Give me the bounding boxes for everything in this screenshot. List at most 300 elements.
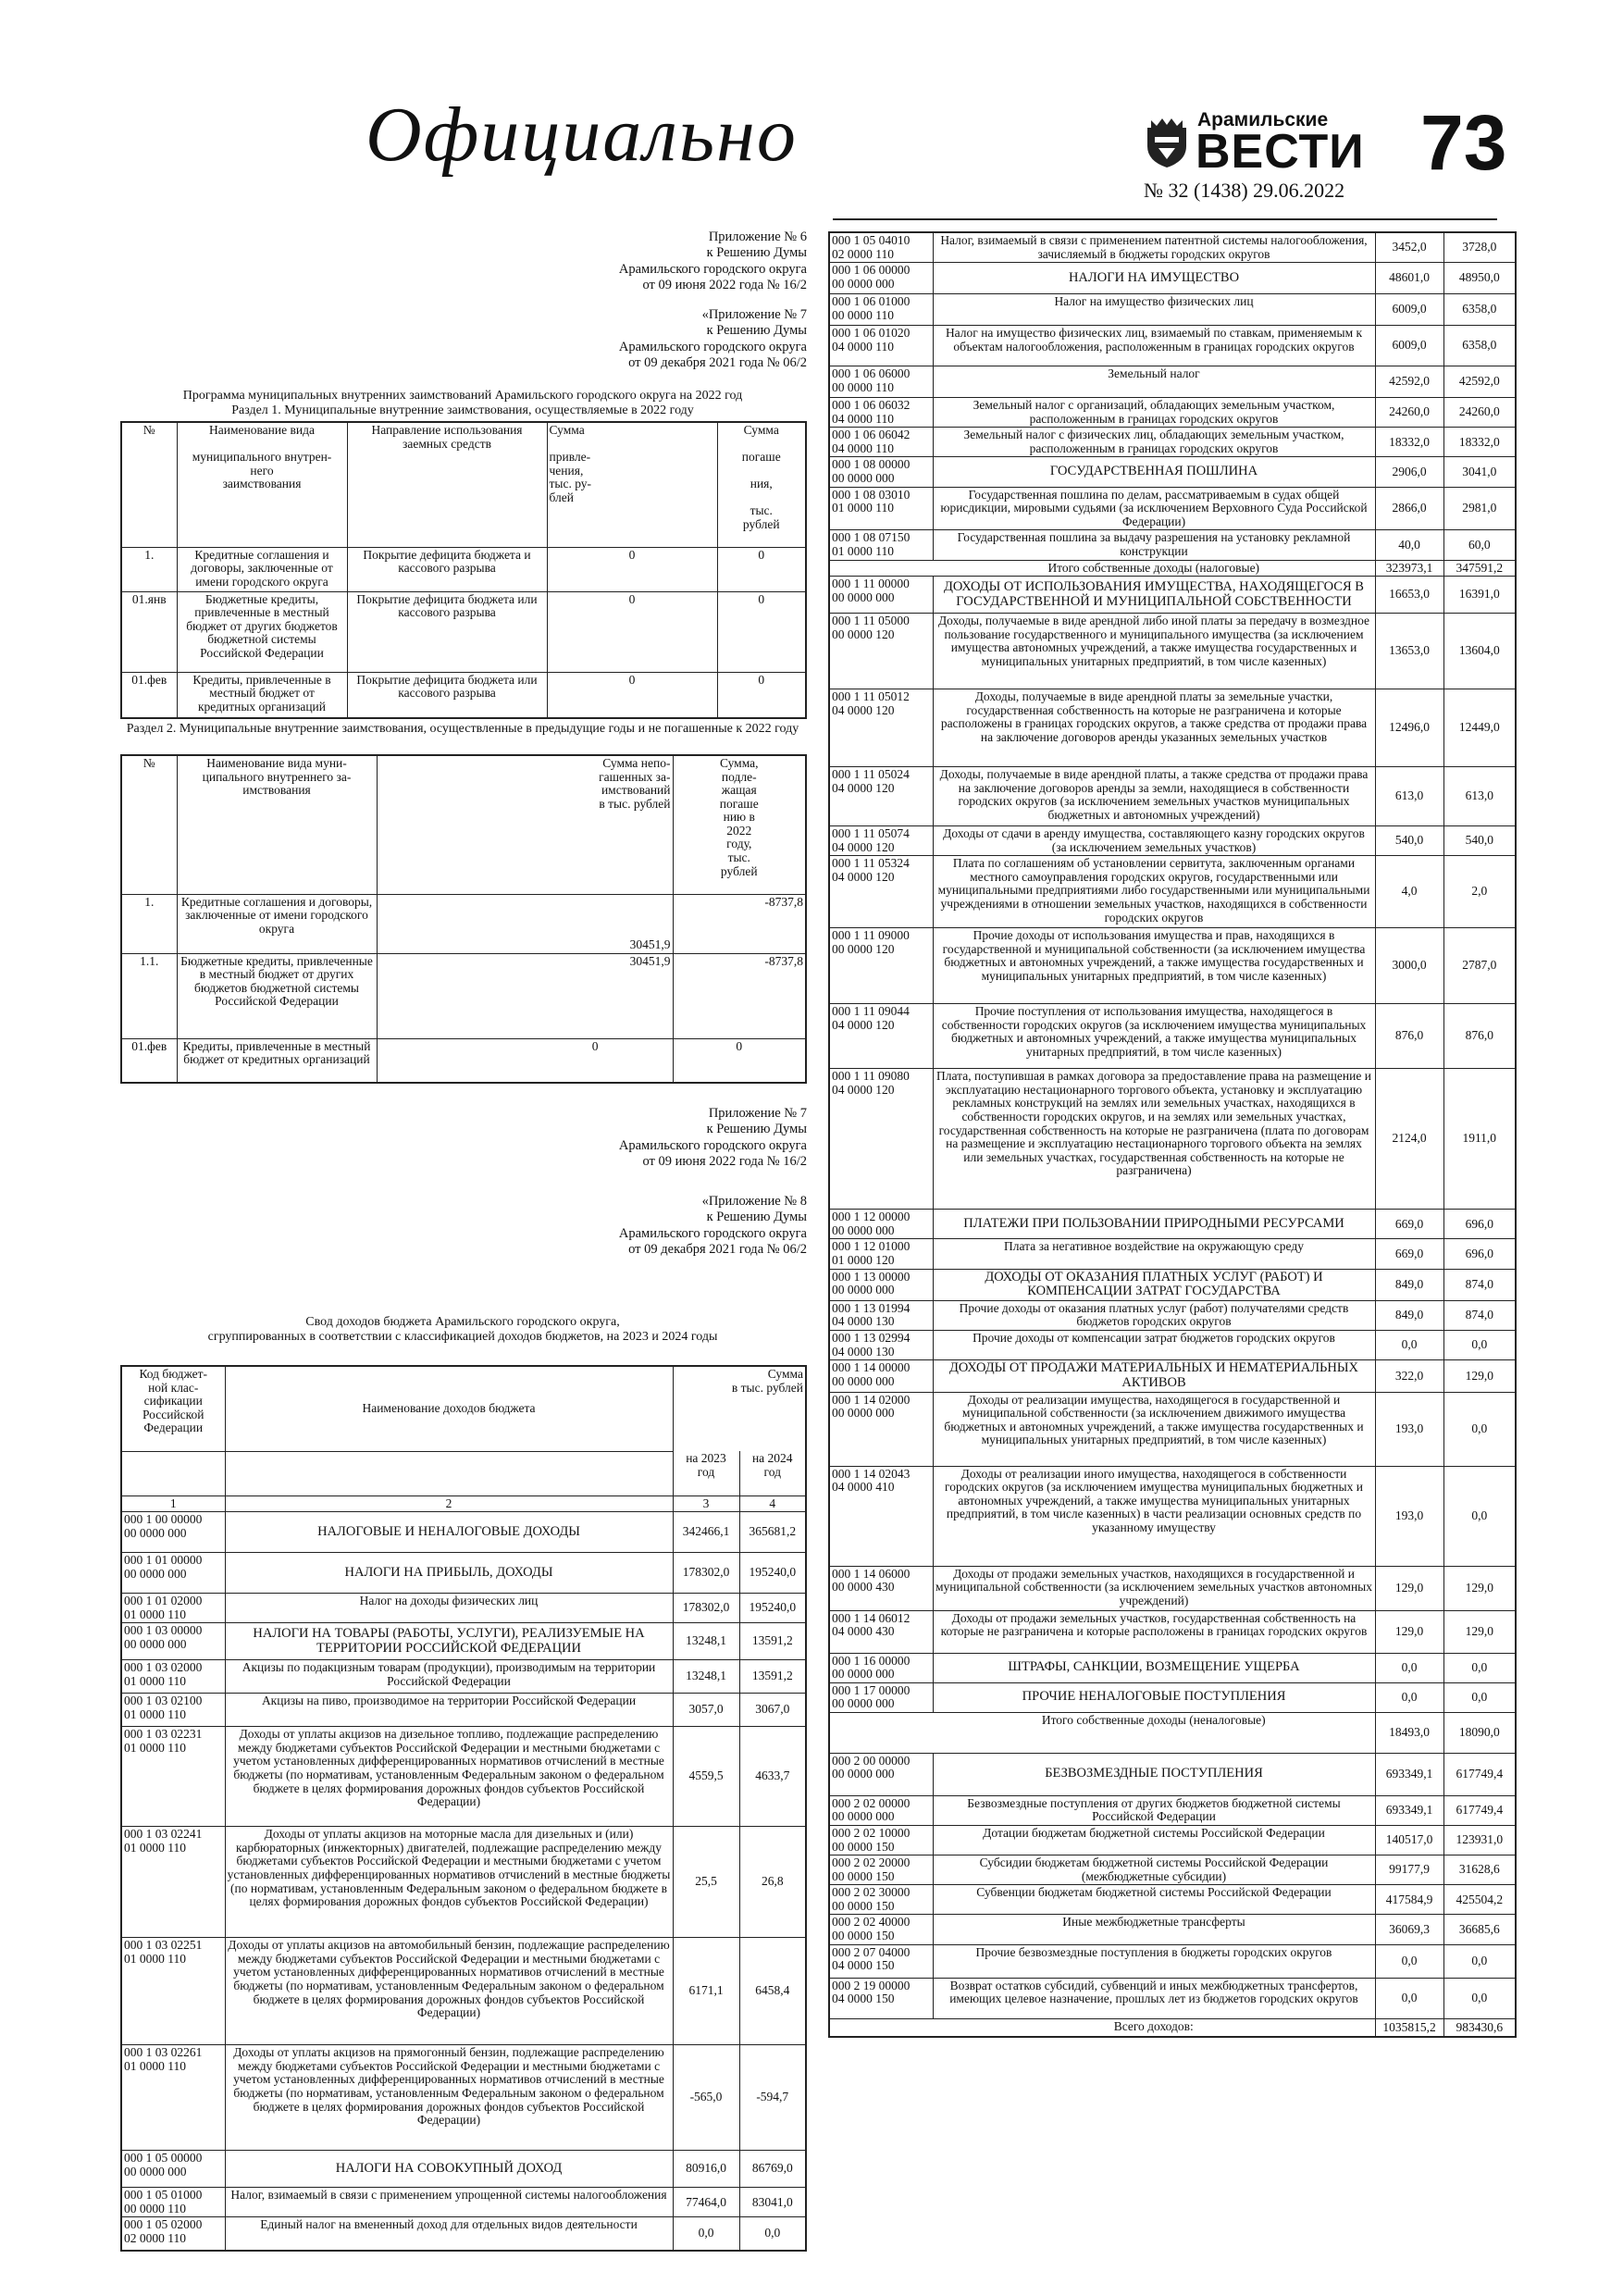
revenue-name: Государственная пошлина за выдачу разрешения на установку рекламной конструкции	[933, 530, 1375, 560]
revenue-code: 000 1 11 05074 04 0000 120	[829, 826, 933, 856]
amount-2024: 195240,0	[739, 1594, 806, 1623]
table-row	[829, 1885, 1516, 1915]
amount-2023: 13248,1	[673, 1660, 739, 1694]
revenue-code: 000 1 06 01000 00 0000 110	[829, 294, 933, 326]
table-row: 01.фев Кредиты, привлеченные в местный бюджет от кредитных организаций Покрытие дефицита бюджета или кассового разрыва 0 0	[121, 672, 806, 718]
amount-2023: 417584,9	[1375, 1885, 1443, 1915]
revenue-code: 000 1 06 00000 00 0000 000	[829, 263, 933, 294]
revenue-code: 000 1 11 05024 04 0000 120	[829, 767, 933, 826]
amount-2023: 613,0	[1375, 767, 1443, 826]
amount-2024: 2787,0	[1443, 928, 1516, 1004]
appendix-8-old-note: «Приложение № 8 к Решению Думы Арамильского городского округа от 09 декабря 2021 года № 06/2	[618, 1194, 807, 1258]
revenue-code: 000 1 13 02994 04 0000 130	[829, 1331, 933, 1360]
revenue-table-left: Код бюджет- ной клас- сификации Российской Федерации Наименование доходов бюджета Сумма в тыс. рублей на 2023 год на 2024 год 1 2 3 4 000 1 00 00000 00 0000 000 НАЛОГОВЫЕ И НЕНАЛОГОВЫЕ ДОХОДЫ 342466,1 365681,2 000 1 01 00000 00 0000 000 НАЛОГИ НА ПРИБЫЛЬ, ДОХОДЫ 178302,0 195240,0 000 1 01 02000 01 0000 110 Налог на доходы физических лиц 178302,0 195240,0 000 1 03 00000 00 0000 000 НАЛОГИ НА ТОВАРЫ (РАБОТЫ, УСЛУГИ), РЕАЛИЗУЕМЫЕ НА ТЕРРИТОРИИ РОССИЙСКОЙ ФЕДЕРАЦИИ 13248,1 13591,2 000 1 03 02000 01 0000 110 Акцизы по подакцизным товарам (продукции), производимым на территории Российской Федерации 13248,1 13591,2 000 1 03 02100 01 0000 110 Акцизы на пиво, производимое на территории Российской Федерации 3057,0 3067,0 000 1 03 02231 01 0000 110 Доходы от уплаты акцизов на дизельное топливо, подлежащие распределению между бюджетами субъектов Российской Федерации и местными бюджетами с учетом установленных дифференцированных нормативов отчислений в местные бюджеты (по нормативам, установленным Федеральным законом о федеральном бюджете в целях формирования дорожных фондов субъектов Российской Федерации) 4559,5 4633,7 000 1 03 02241 01 0000 110 Доходы от уплаты акцизов на моторные масла для дизельных и (или) карбюраторных (инжекторных) двигателей, подлежащие распределению между бюджетами субъектов Российской Федерации и местными бюджетами с учетом установленных дифференцированных нормативов отчислений в местные бюджеты (по нормативам, установленным Федеральным законом о федеральном бюджете в целях формирования дорожных фондов субъектов Российской Федерации) 25,5 26,8 000 1 03 02251 01 0000 110 Доходы от уплаты акцизов на автомобильный бензин, подлежащие распределению между бюджетами субъектов Российской Федерации и местными бюджетами с учетом установленных дифференцированных нормативов отчислений в местные бюджеты (по нормативам, установленным Федеральным законом о федеральном бюджете в целях формирования дорожных фондов субъектов Российской Федерации) 6171,1 6458,4 000 1 03 02261 01 0000 110 Доходы от уплаты акцизов на прямогонный бензин, подлежащие распределению между бюджетами субъектов Российской Федерации и местными бюджетами с учетом установленных дифференцированных нормативов отчислений в местные бюджеты (по нормативам, установленным Федеральным законом о федеральном бюджете в целях формирования дорожных фондов субъектов Российской Федерации) -565,0 -594,7 000 1 05 00000 00 0000 000 НАЛОГИ НА СОВОКУПНЫЙ ДОХОД 80916,0 86769,0 000 1 05 01000 00 0000 110 Налог, взимаемый в связи с применением упрощенной системы налогообложения 77464,0 83041,0 000 1 05 02000 02 0000 110 Единый налог на вмененный доход для отдельных видов деятельности 0,0 0,0	[120, 1365, 807, 2252]
revenue-name: ПЛАТЕЖИ ПРИ ПОЛЬЗОВАНИИ ПРИРОДНЫМИ РЕСУРСАМИ	[933, 1210, 1375, 1239]
revenue-name: Прочие поступления от использования имущества, находящегося в собственности городских округов (за исключением имущества муниципальных бюджетных и автономных учреждений, а также имущества муниципальных унитарных предприятий, в том числе казенных)	[933, 1004, 1375, 1069]
amount-2023: 18332,0	[1375, 428, 1443, 457]
table-row	[829, 294, 1516, 326]
amount-2024: 3067,0	[739, 1694, 806, 1727]
revenue-name: Единый налог на вмененный доход для отдельных видов деятельности	[225, 2217, 673, 2251]
revenue-code: 000 1 11 09080 04 0000 120	[829, 1069, 933, 1210]
table-row	[829, 1653, 1516, 1682]
amount-2023: 849,0	[1375, 1300, 1443, 1330]
revenue-name: Налог на имущество физических лиц	[933, 294, 1375, 326]
table-row	[829, 560, 1516, 577]
amount-2023: 323973,1	[1375, 560, 1443, 577]
revenue-name: Итого собственные доходы (налоговые)	[933, 560, 1375, 577]
amount-2024: 0,0	[1443, 1653, 1516, 1682]
revenue-name: Налог, взимаемый в связи с применением патентной системы налогообложения, зачисляемый в бюджеты городских округов	[933, 232, 1375, 263]
revenue-name: ГОСУДАРСТВЕННАЯ ПОШЛИНА	[933, 457, 1375, 487]
amount-2023: 669,0	[1375, 1210, 1443, 1239]
t2-header-outstanding: Сумма непо- гашенных за- имствований в тыс. рублей	[377, 755, 673, 894]
revenue-code: 000 2 02 20000 00 0000 150	[829, 1855, 933, 1885]
revenue-name: Доходы от уплаты акцизов на моторные масла для дизельных и (или) карбюраторных (инжекторных) двигателей, подлежащие распределению между бюджетами субъектов Российской Федерации и местными бюджетами с учетом установленных дифференцированных нормативов отчислений в местные бюджеты (по нормативам, установленным Федеральным законом о федеральном бюджете в целях формирования дорожных фондов субъектов Российской Федерации)	[225, 1827, 673, 1938]
table-row	[829, 457, 1516, 487]
section-title: Официально	[365, 92, 798, 178]
amount-2023: 178302,0	[673, 1553, 739, 1594]
amount-2024: 617749,4	[1443, 1753, 1516, 1795]
revenue-code: 000 1 05 02000 02 0000 110	[121, 2217, 225, 2251]
revenue-code: 000 1 03 02231 01 0000 110	[121, 1727, 225, 1827]
amount-2024: 3041,0	[1443, 457, 1516, 487]
table-row	[829, 398, 1516, 428]
amount-2024: 4633,7	[739, 1727, 806, 1827]
revenue-name: Акцизы по подакцизным товарам (продукции), производимым на территории Российской Федерации	[225, 1660, 673, 1694]
revenue-code: 000 1 14 06012 04 0000 430	[829, 1610, 933, 1653]
revenue-code: 000 2 02 10000 00 0000 150	[829, 1825, 933, 1855]
revenue-code: 000 2 02 00000 00 0000 000	[829, 1795, 933, 1825]
amount-2024: 0,0	[1443, 1331, 1516, 1360]
revenue-name: Субсидии бюджетам бюджетной системы Российской Федерации (межбюджетные субсидии)	[933, 1855, 1375, 1885]
revenue-name: НАЛОГИ НА СОВОКУПНЫЙ ДОХОД	[225, 2151, 673, 2188]
table-row	[829, 1300, 1516, 1330]
revenue-code: 000 1 14 06000 00 0000 430	[829, 1566, 933, 1610]
revenue-code: 000 1 01 00000 00 0000 000	[121, 1553, 225, 1594]
table-row	[121, 2188, 806, 2217]
amount-2023: 0,0	[1375, 1682, 1443, 1712]
page-number: 73	[1420, 99, 1507, 186]
table-row	[829, 1712, 1516, 1753]
revenue-code: 000 1 05 01000 00 0000 110	[121, 2188, 225, 2217]
amount-2024: 18332,0	[1443, 428, 1516, 457]
amount-2024: 6358,0	[1443, 326, 1516, 366]
amount-2023: 0,0	[1375, 1978, 1443, 2018]
table-row	[829, 2018, 1516, 2037]
amount-2023: 3452,0	[1375, 232, 1443, 263]
revenue-code: 000 1 12 01000 01 0000 120	[829, 1239, 933, 1269]
amount-2024: 195240,0	[739, 1553, 806, 1594]
amount-2023: 876,0	[1375, 1004, 1443, 1069]
amount-2024: 0,0	[1443, 1682, 1516, 1712]
amount-2023: 3000,0	[1375, 928, 1443, 1004]
amount-2023: -565,0	[673, 2045, 739, 2151]
revenue-name: Доходы от продажи земельных участков, государственная собственность на которые не разграничена и которые расположены в границах городских округов	[933, 1610, 1375, 1653]
appendix-6-note: Приложение № 6 к Решению Думы Арамильского городского округа от 09 июня 2022 года № 16/2	[618, 230, 807, 293]
revenue-name: Земельный налог с организаций, обладающих земельным участком, расположенным в границах городских округов	[933, 398, 1375, 428]
revenue-code: 000 1 11 00000 00 0000 000	[829, 577, 933, 614]
amount-2024: 874,0	[1443, 1269, 1516, 1300]
amount-2023: 322,0	[1375, 1360, 1443, 1392]
table-row	[121, 1512, 806, 1553]
amount-2023: 6171,1	[673, 1938, 739, 2045]
amount-2023: 18493,0	[1375, 1712, 1443, 1753]
revenue-name: Плата по соглашениям об установлении сервитута, заключенным органами местного самоуправления городских округов, государственными или муниципальными предприятиями либо государственными или муниципальными учреждениями в отношении земельных участков, находящихся в собственности городских округов	[933, 856, 1375, 928]
brand-top: Арамильские	[1197, 109, 1329, 130]
amount-2023: 13653,0	[1375, 614, 1443, 689]
amount-2024: 2981,0	[1443, 487, 1516, 530]
amount-2024: 0,0	[1443, 1978, 1516, 2018]
amount-2024: 83041,0	[739, 2188, 806, 2217]
amount-2024: 365681,2	[739, 1512, 806, 1553]
revenue-name: НАЛОГИ НА ИМУЩЕСТВО	[933, 263, 1375, 294]
table-row	[829, 1466, 1516, 1566]
amount-2024: 123931,0	[1443, 1825, 1516, 1855]
revenue-code: 000 1 11 09044 04 0000 120	[829, 1004, 933, 1069]
revenue-name: ДОХОДЫ ОТ ПРОДАЖИ МАТЕРИАЛЬНЫХ И НЕМАТЕРИАЛЬНЫХ АКТИВОВ	[933, 1360, 1375, 1392]
table-row	[829, 1269, 1516, 1300]
issue-number: № 32 (1438) 29.06.2022	[1144, 179, 1345, 202]
revenue-name: Доходы от продажи земельных участков, находящихся в государственной и муниципальной собственности (за исключением земельных участков автономных учреждений)	[933, 1566, 1375, 1610]
revenue-name: Субвенции бюджетам бюджетной системы Российской Федерации	[933, 1885, 1375, 1915]
revenue-name: Прочие доходы от оказания платных услуг (работ) получателями средств бюджетов городских округов	[933, 1300, 1375, 1330]
amount-2023: 6009,0	[1375, 326, 1443, 366]
revenue-code: 000 1 06 06032 04 0000 110	[829, 398, 933, 428]
amount-2024: 1911,0	[1443, 1069, 1516, 1210]
t1-header-name: Наименование вида муниципального внутрен- него заимствования	[177, 422, 347, 547]
amount-2023: 342466,1	[673, 1512, 739, 1553]
revenue-code: 000 1 11 05000 00 0000 120	[829, 614, 933, 689]
amount-2023: 12496,0	[1375, 689, 1443, 767]
revenue-code	[829, 1712, 933, 1753]
amount-2023: 140517,0	[1375, 1825, 1443, 1855]
revenue-name: Прочие доходы от компенсации затрат бюджетов городских округов	[933, 1331, 1375, 1360]
table-row	[829, 263, 1516, 294]
t1-header-repay: Сумма погаше ния, тыс. рублей	[717, 422, 806, 547]
amount-2024: 60,0	[1443, 530, 1516, 560]
amount-2024: 540,0	[1443, 826, 1516, 856]
borrowing-table-1	[120, 421, 807, 719]
revenue-code: 000 1 03 02261 01 0000 110	[121, 2045, 225, 2151]
table-row: 1. Кредитные соглашения и договоры, заключенные от имени городского округа Покрытие дефицита бюджета и кассового разрыва 0 0	[121, 547, 806, 591]
table-row: 01.янв Бюджетные кредиты, привлеченные в местный бюджет от других бюджетов бюджетной системы Российской Федерации Покрытие дефицита бюджета или кассового разрыва 0 0	[121, 591, 806, 672]
table-row	[829, 1753, 1516, 1795]
table-row	[829, 487, 1516, 530]
revenue-name: Доходы от реализации имущества, находящегося в государственной и муниципальной собственности (за исключением движимого имущества бюджетных и автономных учреждений, а также имущества государственных и муниципальных унитарных предприятий, в том числе казенных)	[933, 1392, 1375, 1466]
revenue-title: Свод доходов бюджета Арамильского городского округа, сгруппированных в соответствии с классификацией доходов бюджетов, на 2023 и 2024 годы	[207, 1315, 718, 1345]
t1-header-direction: Направление использования заемных средств	[347, 422, 547, 547]
header-name: Наименование доходов бюджета	[225, 1366, 673, 1451]
amount-2024: 12449,0	[1443, 689, 1516, 767]
amount-2024: 0,0	[1443, 1466, 1516, 1566]
amount-2023: 4559,5	[673, 1727, 739, 1827]
amount-2024: 617749,4	[1443, 1795, 1516, 1825]
revenue-name: Иные межбюджетные трансферты	[933, 1915, 1375, 1944]
revenue-name: БЕЗВОЗМЕЗДНЫЕ ПОСТУПЛЕНИЯ	[933, 1753, 1375, 1795]
revenue-name: Доходы от сдачи в аренду имущества, составляющего казну городских округов (за исключением земельных участков)	[933, 826, 1375, 856]
revenue-code: 000 1 11 09000 00 0000 120	[829, 928, 933, 1004]
revenue-code	[829, 2018, 933, 2037]
revenue-code: 000 1 05 00000 00 0000 000	[121, 2151, 225, 2188]
revenue-code: 000 1 14 02043 04 0000 410	[829, 1466, 933, 1566]
amount-2023: 25,5	[673, 1827, 739, 1938]
revenue-name: Плата за негативное воздействие на окружающую среду	[933, 1239, 1375, 1269]
amount-2023: 42592,0	[1375, 366, 1443, 398]
amount-2023: 13248,1	[673, 1623, 739, 1660]
amount-2023: 2866,0	[1375, 487, 1443, 530]
amount-2024: 613,0	[1443, 767, 1516, 826]
amount-2024: 874,0	[1443, 1300, 1516, 1330]
amount-2023: 99177,9	[1375, 1855, 1443, 1885]
revenue-name: Доходы от уплаты акцизов на автомобильный бензин, подлежащие распределению между бюджетами субъектов Российской Федерации и местными бюджетами с учетом установленных дифференцированных нормативов отчислений в местные бюджеты (по нормативам, установленным Федеральным законом о федеральном бюджете в целях формирования дорожных фондов субъектов Российской Федерации)	[225, 1938, 673, 2045]
amount-2024: 0,0	[1443, 1944, 1516, 1978]
amount-2023: 693349,1	[1375, 1753, 1443, 1795]
revenue-name: Доходы от уплаты акцизов на прямогонный бензин, подлежащие распределению между бюджетами субъектов Российской Федерации и местными бюджетами с учетом установленных дифференцированных нормативов отчислений в местные бюджеты (по нормативам, установленным Федеральным законом о федеральном бюджете в целях формирования дорожных фондов субъектов Российской Федерации)	[225, 2045, 673, 2151]
revenue-name: НАЛОГОВЫЕ И НЕНАЛОГОВЫЕ ДОХОДЫ	[225, 1512, 673, 1553]
revenue-name: НАЛОГИ НА ТОВАРЫ (РАБОТЫ, УСЛУГИ), РЕАЛИЗУЕМЫЕ НА ТЕРРИТОРИИ РОССИЙСКОЙ ФЕДЕРАЦИИ	[225, 1623, 673, 1660]
revenue-code: 000 2 07 04000 04 0000 150	[829, 1944, 933, 1978]
t1-header-attract: Сумма привле- чения, тыс. ру- блей	[547, 422, 717, 547]
revenue-name: Доходы, получаемые в виде арендной либо иной платы за передачу в возмездное пользование государственного и муниципального имущества (за исключением имущества автономных учреждений, а также имущества государственных и муниципальных унитарных предприятий, в том числе казенных)	[933, 614, 1375, 689]
revenue-code: 000 1 06 06000 00 0000 110	[829, 366, 933, 398]
revenue-name: Прочие доходы от использования имущества и прав, находящихся в государственной и муниципальной собственности (за исключением имущества бюджетных и автономных учреждений, а также имущества государственных и муниципальных унитарных предприятий, в том числе казенных)	[933, 928, 1375, 1004]
program-title: Программа муниципальных внутренних заимствований Арамильского городского округа на 2022 год Раздел 1. Муниципальные внутренние заимствования, осуществляемые в 2022 году	[182, 389, 743, 418]
amount-2023: 193,0	[1375, 1392, 1443, 1466]
amount-2023: 6009,0	[1375, 294, 1443, 326]
amount-2023: 1035815,2	[1375, 2018, 1443, 2037]
amount-2023: 0,0	[1375, 1331, 1443, 1360]
table-row	[829, 1392, 1516, 1466]
table-row: 1. Кредитные соглашения и договоры, заключенные от имени городского округа 30451,9 -8737,8	[121, 894, 806, 953]
table-row	[829, 232, 1516, 263]
table-row	[829, 1825, 1516, 1855]
revenue-code: 000 2 02 40000 00 0000 150	[829, 1915, 933, 1944]
amount-2024: 696,0	[1443, 1239, 1516, 1269]
table-row	[829, 1239, 1516, 1269]
brand-main: ВЕСТИ	[1196, 125, 1365, 179]
revenue-name: Всего доходов:	[933, 2018, 1375, 2037]
amount-2023: 693349,1	[1375, 1795, 1443, 1825]
amount-2024: 13591,2	[739, 1623, 806, 1660]
table-row	[829, 530, 1516, 560]
header-sum: Сумма в тыс. рублей	[673, 1366, 806, 1451]
revenue-code: 000 1 03 02251 01 0000 110	[121, 1938, 225, 2045]
table-row	[121, 1660, 806, 1694]
table-row	[829, 1978, 1516, 2018]
header-code: Код бюджет- ной клас- сификации Российской Федерации	[121, 1366, 225, 1451]
table-row	[121, 1938, 806, 2045]
revenue-code	[829, 560, 933, 577]
revenue-name: ДОХОДЫ ОТ ИСПОЛЬЗОВАНИЯ ИМУЩЕСТВА, НАХОДЯЩЕГОСЯ В ГОСУДАРСТВЕННОЙ И МУНИЦИПАЛЬНОЙ СОБСТВЕННОСТИ	[933, 577, 1375, 614]
revenue-code: 000 1 13 01994 04 0000 130	[829, 1300, 933, 1330]
revenue-name: ДОХОДЫ ОТ ОКАЗАНИЯ ПЛАТНЫХ УСЛУГ (РАБОТ) И КОМПЕНСАЦИИ ЗАТРАТ ГОСУДАРСТВА	[933, 1269, 1375, 1300]
revenue-code: 000 1 08 03010 01 0000 110	[829, 487, 933, 530]
amount-2024: 129,0	[1443, 1566, 1516, 1610]
revenue-code: 000 1 01 02000 01 0000 110	[121, 1594, 225, 1623]
revenue-name: НАЛОГИ НА ПРИБЫЛЬ, ДОХОДЫ	[225, 1553, 673, 1594]
table-row	[121, 1694, 806, 1727]
amount-2023: 16653,0	[1375, 577, 1443, 614]
revenue-name: Налог, взимаемый в связи с применением упрощенной системы налогообложения	[225, 2188, 673, 2217]
amount-2024: 3728,0	[1443, 232, 1516, 263]
amount-2023: 2124,0	[1375, 1069, 1443, 1210]
amount-2024: 0,0	[739, 2217, 806, 2251]
table-row	[121, 1827, 806, 1938]
amount-2024: 26,8	[739, 1827, 806, 1938]
revenue-name: Налог на имущество физических лиц, взимаемый по ставкам, применяемым к объектам налогообложения, расположенным в границах городских округов	[933, 326, 1375, 366]
revenue-name: Итого собственные доходы (неналоговые)	[933, 1712, 1375, 1753]
revenue-name: Доходы от реализации иного имущества, находящегося в собственности городских округов (за исключением имущества муниципальных бюджетных и автономных учреждений, а также имущества муниципальных унитарных предприятий, в том числе казенных) в части реализации основных средств по указанному имуществу	[933, 1466, 1375, 1566]
coat-of-arms-icon	[1144, 115, 1190, 168]
revenue-code: 000 1 00 00000 00 0000 000	[121, 1512, 225, 1553]
revenue-code: 000 1 11 05012 04 0000 120	[829, 689, 933, 767]
revenue-name: Земельный налог	[933, 366, 1375, 398]
revenue-name: Доходы от уплаты акцизов на дизельное топливо, подлежащие распределению между бюджетами субъектов Российской Федерации и местными бюджетами с учетом установленных дифференцированных нормативов отчислений в местные бюджеты (по нормативам, установленным Федеральным законом о федеральном бюджете в целях формирования дорожных фондов субъектов Российской Федерации)	[225, 1727, 673, 1827]
table-row	[121, 2045, 806, 2151]
amount-2023: 2906,0	[1375, 457, 1443, 487]
revenue-name: Прочие безвозмездные поступления в бюджеты городских округов	[933, 1944, 1375, 1978]
amount-2024: 129,0	[1443, 1610, 1516, 1653]
amount-2024: 24260,0	[1443, 398, 1516, 428]
table-row	[829, 1682, 1516, 1712]
amount-2023: 849,0	[1375, 1269, 1443, 1300]
amount-2024: 86769,0	[739, 2151, 806, 2188]
t2-header-name: Наименование вида муни- ципального внутреннего за- имствования	[177, 755, 377, 894]
amount-2024: 983430,6	[1443, 2018, 1516, 2037]
table-row	[829, 1331, 1516, 1360]
table-row	[829, 1855, 1516, 1885]
amount-2024: 696,0	[1443, 1210, 1516, 1239]
amount-2024: 13604,0	[1443, 614, 1516, 689]
section-2-title: Раздел 2. Муниципальные внутренние заимствования, осуществленные в предыдущие годы и не погашенные к 2022 году	[126, 722, 799, 736]
revenue-name: ПРОЧИЕ НЕНАЛОГОВЫЕ ПОСТУПЛЕНИЯ	[933, 1682, 1375, 1712]
amount-2023: 193,0	[1375, 1466, 1443, 1566]
appendix-7-note: Приложение № 7 к Решению Думы Арамильского городского округа от 09 июня 2022 года № 16/2	[618, 1106, 807, 1170]
amount-2023: 540,0	[1375, 826, 1443, 856]
amount-2024: 2,0	[1443, 856, 1516, 928]
revenue-name: Земельный налог с физических лиц, обладающих земельным участком, расположенным в границах городских округов	[933, 428, 1375, 457]
table-row	[829, 1944, 1516, 1978]
table-row	[121, 2217, 806, 2251]
table-row	[829, 767, 1516, 826]
amount-2023: 129,0	[1375, 1566, 1443, 1610]
amount-2023: 77464,0	[673, 2188, 739, 2217]
table-row	[121, 1553, 806, 1594]
amount-2024: 347591,2	[1443, 560, 1516, 577]
table-row	[829, 1610, 1516, 1653]
amount-2023: 48601,0	[1375, 263, 1443, 294]
table-row	[829, 1360, 1516, 1392]
amount-2024: 42592,0	[1443, 366, 1516, 398]
t2-header-num: №	[121, 755, 177, 894]
revenue-code: 000 1 03 00000 00 0000 000	[121, 1623, 225, 1660]
revenue-code: 000 1 08 00000 00 0000 000	[829, 457, 933, 487]
revenue-code: 000 1 06 06042 04 0000 110	[829, 428, 933, 457]
table-row	[829, 326, 1516, 366]
table-row	[829, 1915, 1516, 1944]
amount-2024: -594,7	[739, 2045, 806, 2151]
amount-2023: 3057,0	[673, 1694, 739, 1727]
revenue-name: Возврат остатков субсидий, субвенций и иных межбюджетных трансфертов, имеющих целевое назначение, прошлых лет из бюджетов городских округов	[933, 1978, 1375, 2018]
amount-2023: 0,0	[1375, 1653, 1443, 1682]
header-2023: на 2023 год	[673, 1451, 739, 1496]
table-row	[121, 1594, 806, 1623]
amount-2023: 80916,0	[673, 2151, 739, 2188]
revenue-code: 000 1 12 00000 00 0000 000	[829, 1210, 933, 1239]
revenue-name: Акцизы на пиво, производимое на территории Российской Федерации	[225, 1694, 673, 1727]
amount-2024: 13591,2	[739, 1660, 806, 1694]
table-row	[829, 1795, 1516, 1825]
newspaper-logo	[1144, 102, 1366, 202]
revenue-name: Безвозмездные поступления от других бюджетов бюджетной системы Российской Федерации	[933, 1795, 1375, 1825]
table-row	[829, 689, 1516, 767]
amount-2023: 0,0	[1375, 1944, 1443, 1978]
table-row: 01.фев Кредиты, привлеченные в местный бюджет от кредитных организаций 0 0	[121, 1038, 806, 1083]
amount-2024: 0,0	[1443, 1392, 1516, 1466]
revenue-code: 000 1 08 07150 01 0000 110	[829, 530, 933, 560]
table-row	[829, 1004, 1516, 1069]
revenue-name: Доходы, получаемые в виде арендной платы за земельные участки, государственная собственность на которые не разграничена и которые расположены в границах городских округов, а также средства от продажи права на заключение договоров аренды указанных земельных участков	[933, 689, 1375, 767]
revenue-name: Дотации бюджетам бюджетной системы Российской Федерации	[933, 1825, 1375, 1855]
revenue-code: 000 1 03 02100 01 0000 110	[121, 1694, 225, 1727]
revenue-code: 000 1 03 02241 01 0000 110	[121, 1827, 225, 1938]
amount-2024: 48950,0	[1443, 263, 1516, 294]
revenue-code: 000 1 16 00000 00 0000 000	[829, 1653, 933, 1682]
t1-header-num: №	[121, 422, 177, 547]
t2-header-repay: Сумма, подле- жащая погаше нию в 2022 году, тыс. рублей	[673, 755, 806, 894]
amount-2024: 6458,4	[739, 1938, 806, 2045]
table-row	[121, 2151, 806, 2188]
revenue-code: 000 1 03 02000 01 0000 110	[121, 1660, 225, 1694]
amount-2024: 18090,0	[1443, 1712, 1516, 1753]
table-row	[829, 826, 1516, 856]
revenue-name: Плата, поступившая в рамках договора за предоставление права на размещение и эксплуатацию нестационарного торгового объекта, установку и эксплуатацию рекламных конструкций на землях или земельных участках, находящихся в собственности городских округов, и на землях или земельных участках, государственная собственность на которые не разграничена (плата по договорам на размещение и эксплуатацию нестационарного торгового объекта на землях или земельных участках, государственная собственность на которые не разграничена)	[933, 1069, 1375, 1210]
revenue-name: Налог на доходы физических лиц	[225, 1594, 673, 1623]
table-row	[121, 1623, 806, 1660]
revenue-name: ШТРАФЫ, САНКЦИИ, ВОЗМЕЩЕНИЕ УЩЕРБА	[933, 1653, 1375, 1682]
revenue-code: 000 1 11 05324 04 0000 120	[829, 856, 933, 928]
revenue-code: 000 1 13 00000 00 0000 000	[829, 1269, 933, 1300]
revenue-code: 000 1 05 04010 02 0000 110	[829, 232, 933, 263]
amount-2023: 40,0	[1375, 530, 1443, 560]
revenue-code: 000 2 19 00000 04 0000 150	[829, 1978, 933, 2018]
amount-2023: 669,0	[1375, 1239, 1443, 1269]
table-row	[829, 1210, 1516, 1239]
amount-2024: 6358,0	[1443, 294, 1516, 326]
amount-2023: 0,0	[673, 2217, 739, 2251]
amount-2023: 178302,0	[673, 1594, 739, 1623]
table-row: 1.1. Бюджетные кредиты, привлеченные в местный бюджет от других бюджетов бюджетной системы Российской Федерации 30451,9 -8737,8	[121, 953, 806, 1038]
table-row	[829, 614, 1516, 689]
amount-2024: 31628,6	[1443, 1855, 1516, 1885]
table-row	[829, 928, 1516, 1004]
amount-2024: 36685,6	[1443, 1915, 1516, 1944]
table-row	[829, 577, 1516, 614]
table-row	[121, 1727, 806, 1827]
masthead-rule	[833, 218, 1497, 220]
revenue-code: 000 2 02 30000 00 0000 150	[829, 1885, 933, 1915]
revenue-code: 000 1 14 00000 00 0000 000	[829, 1360, 933, 1392]
amount-2024: 129,0	[1443, 1360, 1516, 1392]
revenue-name: Доходы, получаемые в виде арендной платы, а также средства от продажи права на заключение договоров аренды за земли, находящиеся в собственности городских округов (за исключением земельных участков муниципальных бюджетных и автономных учреждений)	[933, 767, 1375, 826]
amount-2023: 129,0	[1375, 1610, 1443, 1653]
amount-2024: 425504,2	[1443, 1885, 1516, 1915]
revenue-code: 000 1 17 00000 00 0000 000	[829, 1682, 933, 1712]
amount-2024: 16391,0	[1443, 577, 1516, 614]
revenue-code: 000 1 14 02000 00 0000 000	[829, 1392, 933, 1466]
amount-2024: 876,0	[1443, 1004, 1516, 1069]
appendix-7-old-note: «Приложение № 7 к Решению Думы Арамильского городского округа от 09 декабря 2021 года № 06/2	[618, 307, 807, 371]
